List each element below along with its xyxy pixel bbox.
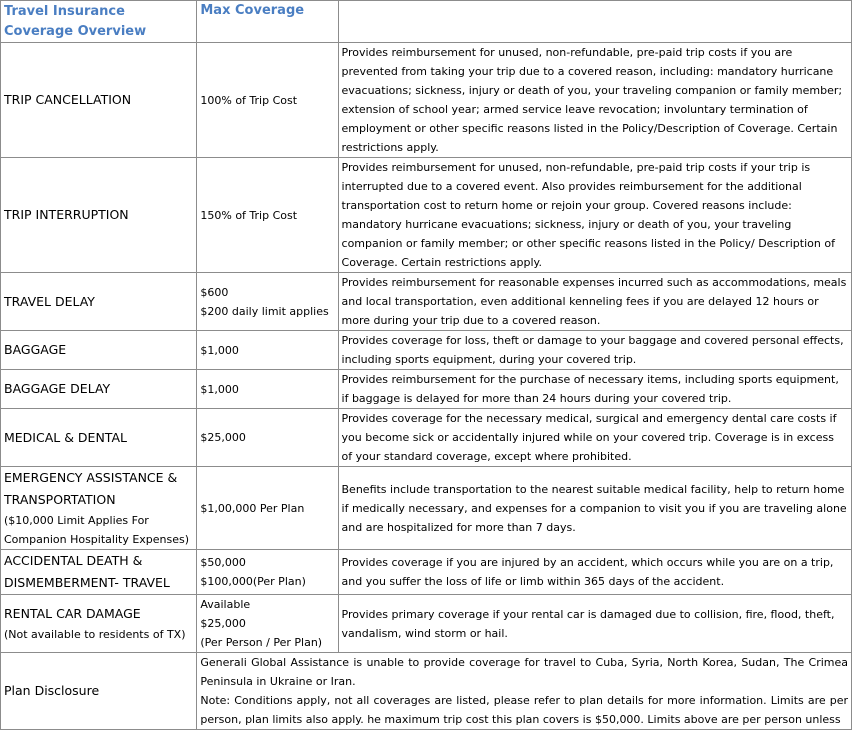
max-coverage: $1,00,000 Per Plan [197, 467, 338, 550]
coverage-name: ACCIDENTAL DEATH & DISMEMBERMENT- TRAVEL [1, 550, 197, 595]
header-max-coverage: Max Coverage [197, 1, 338, 43]
coverage-name: TRIP CANCELLATION [1, 43, 197, 158]
coverage-name: RENTAL CAR DAMAGE [4, 606, 141, 621]
max-coverage [197, 550, 338, 595]
table-row [1, 158, 852, 273]
max-coverage [197, 595, 338, 653]
max-coverage: $25,000 [197, 409, 338, 467]
coverage-name: TRIP INTERRUPTION [1, 158, 197, 273]
table-row [1, 370, 852, 409]
max-coverage-amount: $25,000 [200, 617, 246, 630]
coverage-description: Provides coverage if you are injured by an accident, which occurs while you are on a trip, and you suffer the loss of life or limb within 365 days of the accident. [338, 550, 851, 595]
coverage-name: TRAVEL DELAY [1, 273, 197, 331]
header-description [338, 1, 851, 43]
header-coverage: Travel Insurance Coverage Overview [1, 1, 197, 43]
table-row [1, 550, 852, 595]
table-row [1, 467, 852, 550]
table-row [1, 595, 852, 653]
max-coverage [197, 273, 338, 331]
header-row [1, 1, 852, 43]
coverage-description: Provides reimbursement for unused, non-refundable, pre-paid trip costs if you are prevented from taking your trip due to a covered reason, including: mandatory hurricane evacuations; sickness, injury or death of you, your traveling companion or family member; extension of school year; armed service leave revocation; involuntary termination of employment or other specific reasons listed in the Policy/Description of Coverage. Certain restrictions apply. [338, 43, 851, 158]
coverage-name: BAGGAGE [1, 331, 197, 370]
max-coverage-amount: $50,000 [200, 556, 246, 569]
disclosure-note: Note: Conditions apply, not all coverages are listed, please refer to plan details for more information. Limits are per person, plan limits also apply. he maximum trip cost this plan covers is $50,000. Limits above are per person unless [200, 694, 848, 726]
table-row [1, 273, 852, 331]
coverage-description: Benefits include transportation to the nearest suitable medical facility, help to return home if medically necessary, and expenses for a companion to visit you if you are traveling alone and are hospitalized for more than 7 days. [338, 467, 851, 550]
coverage-name: BAGGAGE DELAY [1, 370, 197, 409]
coverage-note: (Not available to residents of TX) [4, 628, 186, 641]
max-coverage: $1,000 [197, 370, 338, 409]
disclosure-restriction: Generali Global Assistance is unable to provide coverage for travel to Cuba, Syria, North Korea, Sudan, The Crimea Peninsula in Ukraine or Iran. [200, 656, 848, 688]
disclosure-row [1, 653, 852, 730]
table-row [1, 331, 852, 370]
max-coverage-amount: $600 [200, 285, 229, 299]
max-coverage-plan-amount: $100,000(Per Plan) [200, 575, 306, 588]
disclosure-label: Plan Disclosure [1, 653, 197, 730]
max-coverage-basis: (Per Person / Per Plan) [200, 636, 323, 649]
coverage-description: Provides primary coverage if your rental car is damaged due to collision, fire, flood, theft, vandalism, wind storm or hail. [338, 595, 851, 653]
coverage-name: MEDICAL & DENTAL [1, 409, 197, 467]
coverage-note: ($10,000 Limit Applies For Companion Hospitality Expenses) [4, 514, 190, 546]
table-row [1, 43, 852, 158]
coverage-description: Provides reimbursement for unused, non-refundable, pre-paid trip costs if your trip is interrupted due to a covered event. Also provides reimbursement for the additional transportation cost to return home or rejoin your group. Covered reasons include: mandatory hurricane evacuations; sickness, injury or death of you, your traveling companion or family member; or other specific reasons listed in the Policy/ Description of Coverage. Certain restrictions apply. [338, 158, 851, 273]
coverage-description: Provides coverage for loss, theft or damage to your baggage and covered personal effects, including sports equipment, during your covered trip. [338, 331, 851, 370]
coverage-description: Provides reimbursement for reasonable expenses incurred such as accommodations, meals and local transportation, even additional kenneling fees if you are delayed 12 hours or more during your trip due to a covered reason. [338, 273, 851, 331]
max-coverage-limit-note: $200 daily limit applies [200, 304, 329, 318]
max-coverage-availability: Available [200, 598, 251, 611]
max-coverage: 150% of Trip Cost [197, 158, 338, 273]
table-row [1, 409, 852, 467]
max-coverage: $1,000 [197, 331, 338, 370]
coverage-name: EMERGENCY ASSISTANCE & TRANSPORTATION [4, 470, 178, 507]
disclosure-text-cell [197, 653, 852, 730]
coverage-description: Provides coverage for the necessary medical, surgical and emergency dental care costs if you become sick or accidentally injured while on your covered trip. Coverage is in excess of your standard coverage, except where prohibited. [338, 409, 851, 467]
coverage-name-cell [1, 595, 197, 653]
max-coverage: 100% of Trip Cost [197, 43, 338, 158]
coverage-description: Provides reimbursement for the purchase of necessary items, including sports equipment, if baggage is delayed for more than 24 hours during your covered trip. [338, 370, 851, 409]
coverage-name-cell [1, 467, 197, 550]
